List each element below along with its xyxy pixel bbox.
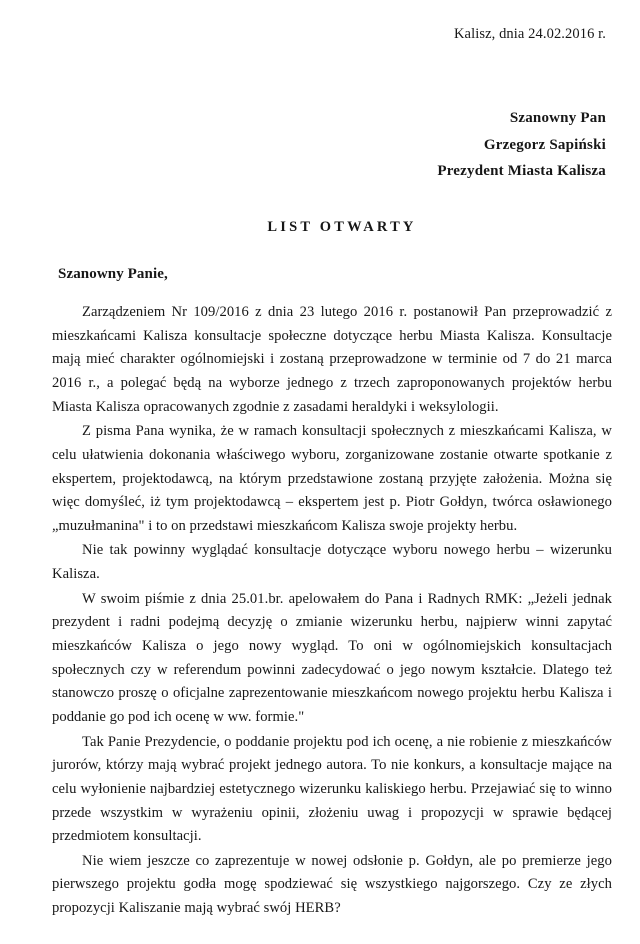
paragraph: Z pisma Pana wynika, że w ramach konsultacji społecznych z mieszkańcami Kalisza, w celu ułatwienia dokonania właściwego wyboru, zorganizowane zostanie otwarte spotkanie z ekspertem, projektodawcą, na którym przedstawione zostaną przyjęte założenia. Można się więc domyśleć, iż tym projektodawcą – ekspertem jest p. Piotr Gołdyn, twórca osławionego „muzułmanina" i to on przedstawi mieszkańcom Kalisza swoje projekty herbu. bbox=[52, 423, 612, 534]
paragraph: Tak Panie Prezydencie, o poddanie projektu pod ich ocenę, a nie robienie z mieszkańców jurorów, którzy mają wybrać projekt jednego autora. To nie konkurs, a konsultacje mające na celu wyłonienie najbardziej estetycznego wizerunku kaliskiego herbu. Przejawiać się to winno przede wszystkim w wyrażeniu opinii, złożeniu uwag i propozycji w sprawie będącej przedmiotem konsultacji. bbox=[52, 733, 612, 845]
paragraph: Nie wiem jeszcze co zaprezentuje w nowej odsłonie p. Gołdyn, ale po premierze jego pierwszego projektu godła mogę spodziewać się wszystkiego najgorszego. Czy ze złych propozycji Kaliszanie mają wybrać swój HERB? bbox=[52, 852, 612, 917]
addressee-line-2: Grzegorz Sapiński bbox=[483, 136, 606, 153]
paragraph: Nie tak powinny wyglądać konsultacje dotyczące wyboru nowego herbu – wizerunku Kalisza. bbox=[52, 542, 612, 583]
addressee-block bbox=[52, 105, 622, 185]
addressee-line-3: Prezydent Miasta Kalisza bbox=[437, 163, 606, 180]
salutation: Szanowny Panie, bbox=[58, 266, 168, 283]
place-and-date: Kalisz, dnia 24.02.2016 r. bbox=[453, 26, 606, 42]
paragraph: W swoim piśmie z dnia 25.01.br. apelowałem do Pana i Radnych RMK: „Jeżeli jednak prezydent i radni podejmą decyzję o zmianie wizerunku herbu, najpierw winni zapytać mieszkańców Kalisza o jego nowy wygląd. To oni w ogólnomiejskich konsultacjach społecznych czy w referendum powinni zadecydować o jego nowym kształcie. Dlatego też stanowczo proszę o oficjalne zaprezentowanie mieszkańcom nowego projektu herbu Kalisza i poddanie go pod ich ocenę w ww. formie." bbox=[52, 590, 612, 725]
addressee-line-1: Szanowny Pan bbox=[509, 110, 606, 126]
paragraph: Zarządzeniem Nr 109/2016 z dnia 23 lutego 2016 r. postanowił Pan przeprowadzić z mieszkańcami Kalisza konsultacje społeczne dotyczące herbu Miasta Kalisza. Konsultacje mają mieć charakter ogólnomiejski i zostaną przeprowadzone w terminie od 7 do 21 marca 2016 r., a polegać będą na wyborze jednego z trzech zaproponowanych projektów herbu Miasta Kalisza opracowanych zgodnie z zasadami heraldyki i weksylologii. bbox=[52, 304, 612, 415]
document-title: LIST OTWARTY bbox=[267, 219, 417, 236]
letter-body bbox=[52, 301, 622, 921]
